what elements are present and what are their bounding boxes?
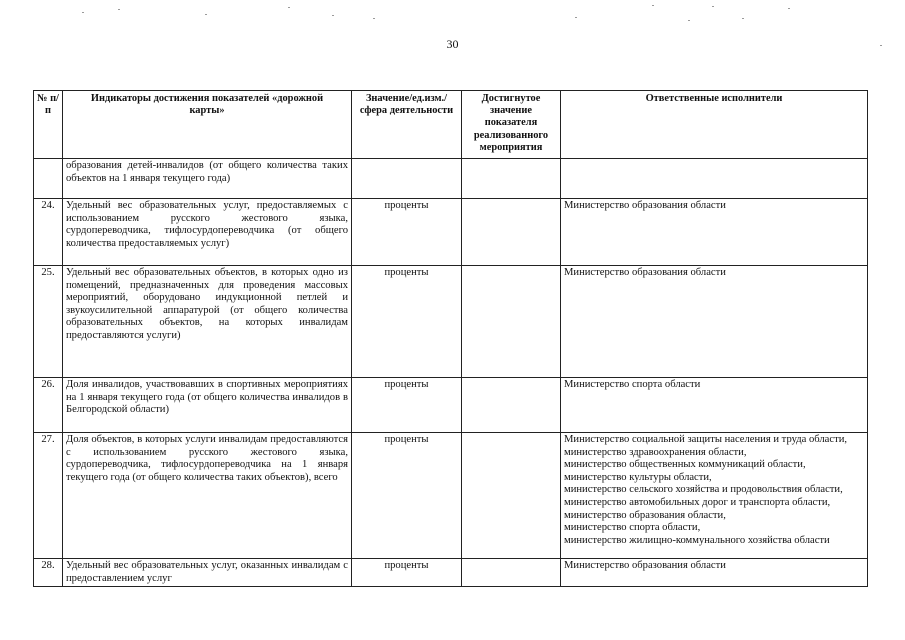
executor-line: Министерство образования области	[564, 267, 726, 278]
row-executors	[561, 378, 868, 433]
row-indicator: Удельный вес образовательных услуг, предоставляемых с использованием русского жестового языка, сурдопереводчика, тифлосурдопереводчика (от общего количества предоставляемых услуг)	[63, 199, 352, 266]
executor-line: министерство культуры области,	[564, 471, 712, 483]
table-row	[34, 559, 868, 587]
row-executors	[561, 159, 868, 199]
table-row	[34, 159, 868, 199]
row-num: 24.	[34, 199, 63, 266]
row-achieved	[462, 199, 561, 266]
scan-speck	[742, 18, 744, 19]
row-indicator: Удельный вес образовательных объектов, в которых одно из помещений, предназначенных для проведения массовых мероприятий, оборудовано индукционной петлей и звукоусилительной аппаратурой (от общего количества образовательных объектов, на которых инвалидам предоставляются услуги)	[63, 266, 352, 378]
header-indicators: Индикаторы достижения показателей «дорожной карты»	[63, 91, 352, 159]
header-unit: Значение/ед.изм./ сфера деятельности	[352, 91, 462, 159]
table-row	[34, 433, 868, 559]
row-indicator: Доля инвалидов, участвовавших в спортивных мероприятиях на 1 января текущего года (от общего количества инвалидов в Белгородской области)	[63, 378, 352, 433]
scan-speck	[118, 9, 120, 10]
executor-line: Министерство спорта области	[564, 379, 701, 390]
table-row	[34, 378, 868, 433]
row-indicator: Доля объектов, в которых услуги инвалидам предоставляются с использованием русского жестового языка, сурдопереводчика, тифлосурдопереводчика на 1 января текущего года (от общего количества таких объектов), всего	[63, 433, 352, 559]
executor-line: Министерство образования области	[564, 560, 726, 571]
row-executors	[561, 266, 868, 378]
table-row	[34, 266, 868, 378]
roadmap-indicators-table	[33, 90, 868, 587]
row-unit	[352, 159, 462, 199]
row-unit: проценты	[352, 378, 462, 433]
executor-line: Министерство образования области	[564, 200, 726, 211]
row-unit: проценты	[352, 266, 462, 378]
row-executors	[561, 433, 868, 559]
executor-line: Министерство социальной защиты населения и труда области,	[564, 434, 848, 445]
executor-line: министерство образования области,	[564, 509, 726, 521]
row-num: 26.	[34, 378, 63, 433]
scan-speck	[652, 5, 654, 6]
page-number: 30	[446, 37, 459, 51]
row-achieved	[462, 159, 561, 199]
scan-speck	[688, 20, 690, 21]
scan-speck	[373, 18, 375, 19]
table-header-row	[34, 91, 868, 159]
row-indicator: Удельный вес образовательных услуг, оказанных инвалидам с предоставлением услуг	[63, 559, 352, 587]
row-unit: проценты	[352, 433, 462, 559]
header-executors: Ответственные исполнители	[561, 91, 868, 159]
row-executors	[561, 199, 868, 266]
scan-speck	[575, 17, 577, 18]
scan-speck	[82, 12, 84, 13]
row-achieved	[462, 266, 561, 378]
executor-line: министерство сельского хозяйства и продовольствия области,	[564, 484, 843, 496]
executor-line: министерство спорта области,	[564, 522, 701, 534]
row-achieved	[462, 559, 561, 587]
row-indicator: образования детей-инвалидов (от общего количества таких объектов на 1 января текущего года)	[63, 159, 352, 199]
executor-line: министерство здравоохранения области,	[564, 446, 747, 458]
executor-line: министерство автомобильных дорог и транспорта области,	[564, 496, 831, 508]
row-executors	[561, 559, 868, 587]
row-num: 27.	[34, 433, 63, 559]
table-row	[34, 199, 868, 266]
row-unit: проценты	[352, 559, 462, 587]
row-achieved	[462, 433, 561, 559]
scan-speck	[712, 6, 714, 7]
scan-speck	[288, 7, 290, 8]
row-num: 28.	[34, 559, 63, 587]
header-num: № п/п	[34, 91, 63, 159]
row-num	[34, 159, 63, 199]
executor-line: министерство общественных коммуникаций области,	[564, 459, 806, 471]
scan-speck	[205, 14, 207, 15]
scan-speck	[788, 8, 790, 9]
row-unit: проценты	[352, 199, 462, 266]
row-num: 25.	[34, 266, 63, 378]
row-achieved	[462, 378, 561, 433]
executor-line: министерство жилищно-коммунального хозяйства области	[564, 534, 830, 546]
scan-speck	[332, 15, 334, 16]
header-achieved: Достигнутое значение показателя реализованного мероприятия	[462, 91, 561, 159]
